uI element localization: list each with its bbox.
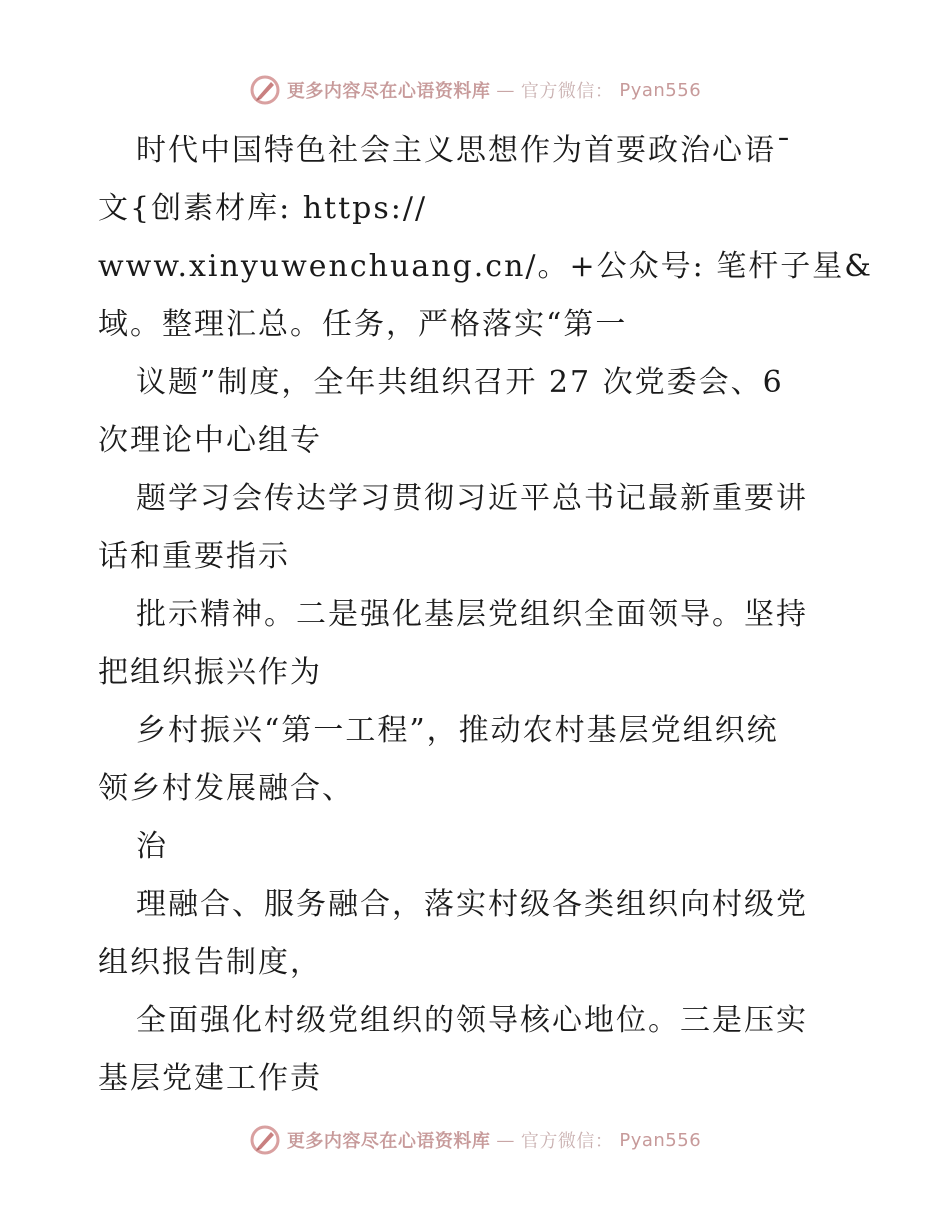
body-line-10: 把组织振兴作为	[98, 655, 322, 690]
pen-logo-icon	[249, 74, 281, 106]
banner-wechat-label: 官方微信：	[520, 81, 614, 102]
document-body	[98, 122, 873, 1108]
body-line-6: 次理论中心组专	[98, 423, 322, 458]
body-line-1: 时代中国特色社会主义思想作为首要政治心语¯	[136, 133, 793, 168]
body-line-17: 基层党建工作责	[98, 1061, 322, 1096]
banner-wechat-label: 官方微信：	[520, 1131, 614, 1152]
body-line-7: 题学习会传达学习贯彻习近平总书记最新重要讲	[136, 481, 808, 516]
body-line-2: 文{创素材库: https://	[98, 191, 428, 226]
body-line-16: 全面强化村级党组织的领导核心地位。三是压实	[136, 1003, 808, 1038]
banner-wechat-handle: Pyan556	[619, 1129, 702, 1151]
banner-dash: —	[496, 79, 515, 101]
body-line-12: 领乡村发展融合、	[98, 771, 354, 806]
body-line-4: 域。整理汇总。任务，严格落实“第一	[98, 307, 628, 342]
body-line-15: 组织报告制度，	[98, 945, 322, 980]
body-line-11: 乡村振兴“第一工程”，推动农村基层党组织统	[136, 713, 779, 748]
banner-wechat-handle: Pyan556	[619, 79, 702, 101]
body-line-8: 话和重要指示	[98, 539, 290, 574]
banner-dash: —	[496, 1129, 515, 1151]
banner-brand-text: 更多内容尽在心语资料库	[286, 81, 491, 102]
footer-watermark-banner	[0, 1124, 950, 1156]
pen-logo-icon	[249, 1124, 281, 1156]
header-watermark-banner	[0, 74, 950, 106]
body-line-5: 议题”制度，全年共组织召开 27 次党委会、6	[136, 365, 784, 400]
body-line-9: 批示精神。二是强化基层党组织全面领导。坚持	[136, 597, 808, 632]
body-line-3: www.xinyuwenchuang.cn/。+公众号: 笔杆子星&	[98, 249, 873, 284]
body-line-14: 理融合、服务融合，落实村级各类组织向村级党	[136, 887, 808, 922]
banner-brand-text: 更多内容尽在心语资料库	[286, 1131, 491, 1152]
body-line-13: 治	[136, 829, 168, 864]
